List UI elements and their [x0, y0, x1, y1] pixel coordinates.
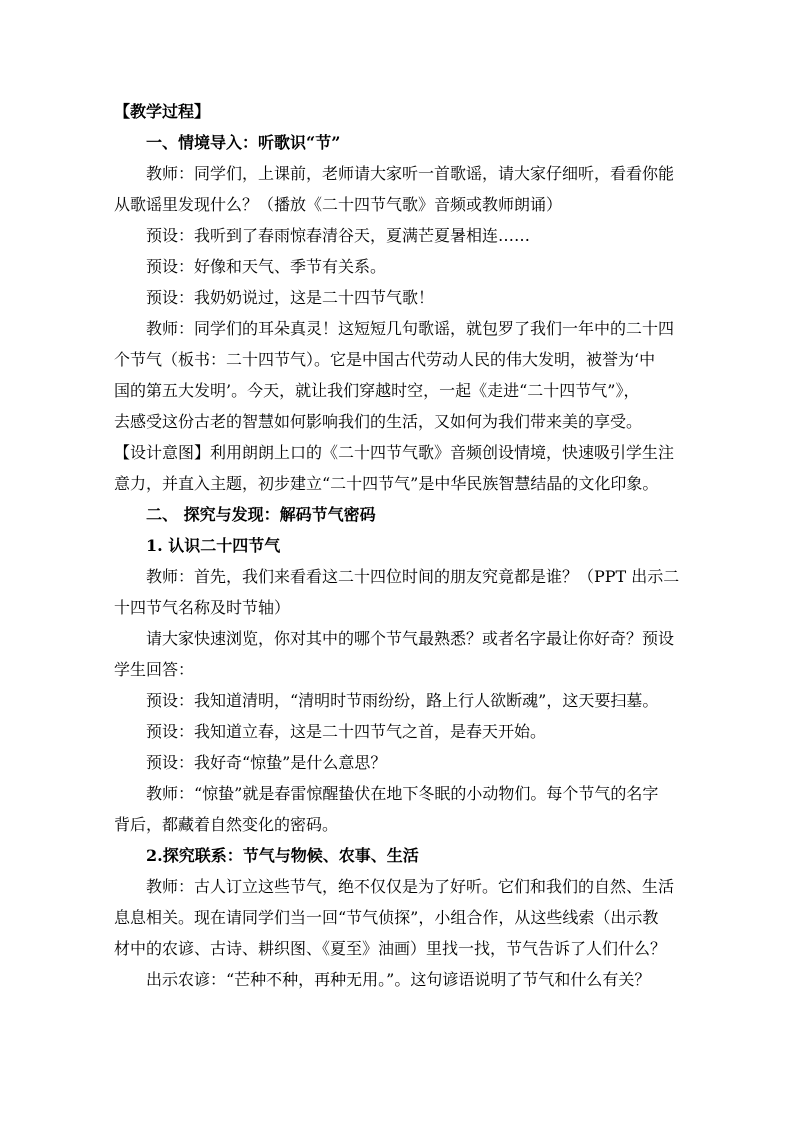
paragraph-line: 十四节气名称及时节轴）	[114, 598, 291, 617]
paragraph-line: 从歌谣里发现什么？（播放《二十四节气歌》音频或教师朗诵）	[114, 195, 563, 214]
design-intent-line: 【设计意图】利用朗朗上口的《二十四节气歌》音频创设情境，快速吸引学生注	[114, 443, 675, 462]
subsection1-title: 1. 认识二十四节气	[146, 536, 281, 555]
paragraph-line: 预设：我好奇“惊蛰”是什么意思？	[146, 753, 387, 772]
paragraph-line: 预设：我知道立春，这是二十四节气之首，是春天开始。	[146, 722, 547, 741]
paragraph-line: 预设：我奶奶说过，这是二十四节气歌！	[146, 288, 435, 307]
paragraph-line: 教师：古人订立这些节气，绝不仅仅是为了好听。它们和我们的自然、生活	[146, 877, 675, 896]
document-body	[114, 96, 680, 995]
paragraph-line: 出示农谚：“芒种不种，再种无用。”。这句谚语说明了节气和什么有关？	[146, 970, 651, 989]
design-intent-line: 意力，并直入主题，初步建立“二十四节气”是中华民族智慧结晶的文化印象。	[114, 474, 659, 493]
paragraph-line: 请大家快速浏览，你对其中的哪个节气最熟悉？或者名字最让你好奇？预设	[146, 629, 675, 648]
paragraph-line: 背后，都藏着自然变化的密码。	[114, 815, 339, 834]
paragraph-line: 教师：首先，我们来看看这二十四位时间的朋友究竟都是谁？（PPT 出示二	[146, 567, 680, 586]
paragraph-line: 个节气（板书：二十四节气）。它是中国古代劳动人民的伟大发明，被誉为‘中	[114, 350, 656, 369]
paragraph-line: 教师：“惊蛰”就是春雷惊醒蛰伏在地下冬眠的小动物们。每个节气的名字	[146, 784, 659, 803]
heading-teaching-process: 【教学过程】	[114, 102, 211, 121]
paragraph-line: 预设：好像和天气、季节有关系。	[146, 257, 387, 276]
paragraph-line: 材中的农谚、古诗、耕织图、《夏至》油画）里找一找，节气告诉了人们什么？	[114, 939, 667, 958]
section1-title: 一、情境导入：听歌识“节”	[146, 133, 341, 152]
paragraph-line: 教师：同学们的耳朵真灵！这短短几句歌谣，就包罗了我们一年中的二十四	[146, 319, 675, 338]
paragraph-line: 预设：我听到了春雨惊春清谷天，夏满芒夏暑相连……	[146, 226, 531, 245]
paragraph-line: 教师：同学们，上课前，老师请大家听一首歌谣，请大家仔细听，看看你能	[146, 164, 675, 183]
paragraph-line: 学生回答：	[114, 660, 195, 679]
paragraph-line: 预设：我知道清明，“清明时节雨纷纷，路上行人欲断魂”，这天要扫墓。	[146, 691, 659, 710]
paragraph-line: 去感受这份古老的智慧如何影响我们的生活，又如何为我们带来美的享受。	[114, 412, 643, 431]
paragraph-line: 国的第五大发明’。今天，就让我们穿越时空，一起《走进“二十四节气”》，	[114, 381, 640, 400]
subsection2-title: 2.探究联系：节气与物候、农事、生活	[146, 846, 419, 865]
section2-title: 二、 探究与发现：解码节气密码	[146, 505, 376, 524]
paragraph-line: 息息相关。现在请同学们当一回“节气侦探”，小组合作，从这些线索（出示教	[114, 908, 659, 927]
